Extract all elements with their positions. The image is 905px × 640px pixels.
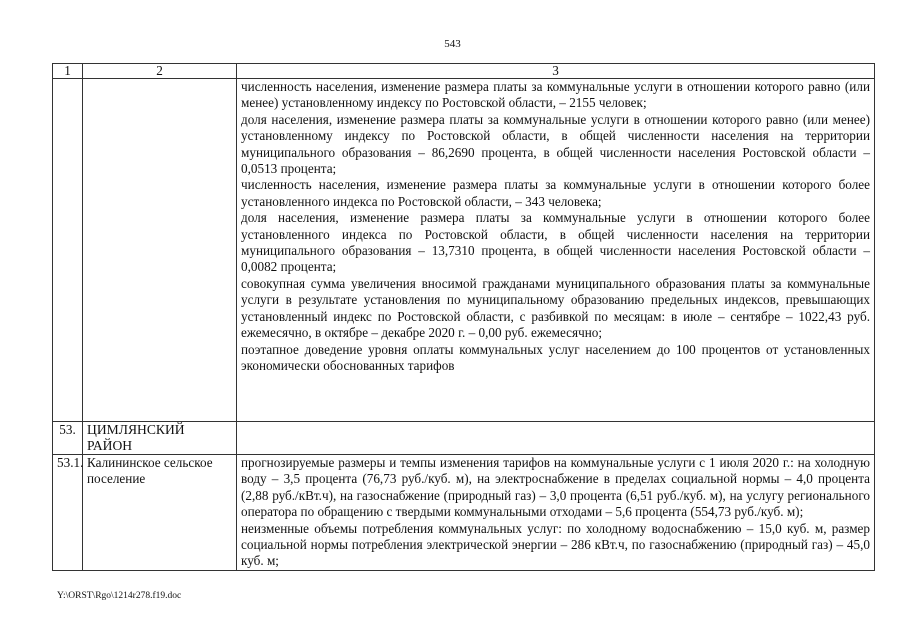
content-paragraph: доля населения, изменение размера платы за коммунальные услуги в отношении которого более установленного индекса по Ростовской области, в общей численности населения на территории муниципального образования – 13,7310 процента, в общей численности населения Ростовской области – 0,0082 процента; bbox=[241, 210, 870, 275]
content-paragraph: доля населения, изменение размера платы за коммунальные услуги в отношении которого равно (или менее) установленному индексу по Ростовской области, в общей численности населения на территории муниципального образования – 86,2690 процента, в общей численности населения Ростовской области – 0,0513 процента; bbox=[241, 111, 870, 177]
row-content-cell bbox=[237, 79, 875, 422]
settlement-name: Калининское сельское поселение bbox=[83, 455, 237, 571]
content-paragraph: прогнозируемые размеры и темпы изменения тарифов на коммунальные услуги с 1 июля 2020 г.: на холодную воду – 3,5 процента (76,73 руб./куб. м), на электроснабжение в пределах социальной нормы – 4,0 процента (2,88 руб./кВт.ч), на газоснабжение (природный газ) – 3,0 процента (6,51 руб./куб. м), на услугу регионального оператора по обращению с твердыми коммунальными отходами – 5,6 процента (554,73 руб./куб. м); bbox=[241, 455, 870, 520]
row-number: 53. bbox=[53, 422, 83, 455]
header-col-1: 1 bbox=[53, 64, 83, 79]
content-paragraph: совокупная сумма увеличения вносимой гражданами муниципального образования платы за коммунальные услуги в результате установления по муниципальному образованию предельных индексов, превышающих установленный индекс по Ростовской области, с разбивкой по месяцам: в июле – сентябре – 1022,43 руб. ежемесячно, в октябре – декабре 2020 г. – 0,00 руб. ежемесячно; bbox=[241, 275, 870, 341]
content-paragraph: численность населения, изменение размера платы за коммунальные услуги в отношении которого равно (или менее) установленному индексу по Ростовской области, – 2155 человек; bbox=[241, 79, 870, 111]
table-row-53 bbox=[53, 422, 875, 455]
row-content-cell bbox=[237, 422, 875, 455]
row-number-cell bbox=[53, 79, 83, 422]
row-content-cell bbox=[237, 455, 875, 571]
footer-file-path: Y:\ORST\Rgo\1214r278.f19.doc bbox=[57, 591, 182, 601]
header-col-3: 3 bbox=[237, 64, 875, 79]
content-paragraph: численность населения, изменение размера платы за коммунальные услуги в отношении которого более установленного индекса по Ростовской области, – 343 человека; bbox=[241, 177, 870, 209]
header-col-2: 2 bbox=[83, 64, 237, 79]
table-row-53-1 bbox=[53, 455, 875, 571]
content-paragraph: неизменные объемы потребления коммунальных услуг: по холодному водоснабжению – 15,0 куб. м, размер социальной нормы потребления электрической энергии – 286 кВт.ч, по газоснабжению (природный газ) – 45,0 куб. м; bbox=[241, 520, 870, 569]
content-paragraph: поэтапное доведение уровня оплаты коммунальных услуг населением до 100 процентов от установленных экономически обоснованных тарифов bbox=[241, 341, 870, 373]
row-number: 53.1. bbox=[53, 455, 83, 571]
document-table bbox=[52, 63, 875, 571]
table-header-row bbox=[53, 64, 875, 79]
page-number: 543 bbox=[444, 38, 461, 50]
table-row-continuation bbox=[53, 79, 875, 422]
district-name: ЦИМЛЯНСКИЙ РАЙОН bbox=[83, 422, 237, 455]
row-name-cell bbox=[83, 79, 237, 422]
